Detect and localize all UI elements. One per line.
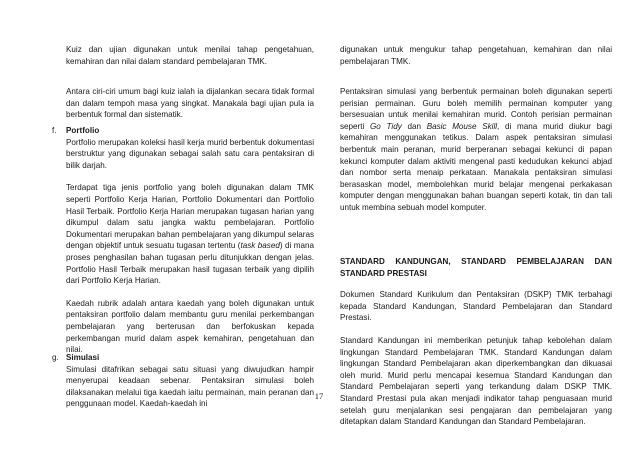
section-heading-standards: STANDARD KANDUNGAN, STANDARD PEMBELAJARAN DAN STANDARD PRESTASI bbox=[340, 257, 612, 278]
right-paragraph-1: digunakan untuk mengukur tahap pengetahuan, kemahiran dan nilai pembelajaran TMK. bbox=[340, 45, 612, 66]
section-f-label: f. bbox=[52, 126, 57, 135]
right-paragraph-standard-kandungan: Standard Kandungan ini memberikan petunjuk tahap kebolehan dalam lingkungan Standard Pembelajaran TMK. Standard Kandungan dalam lingkungan Standard Pembelajaran akan diperkembangkan dan dikuasai oleh murid. Murid perlu mencapai kesemua Standard Kandungan dan Standard Pembelajaran seperti yang terkandung dalam DSKP TMK. Standard Prestasi pula akan menjadi indikator tahap penguasaan murid setelah guru menjalankan sesi pengajaran dan pembelajaran yang ditetapkan dalam Standard Kandungan dan Standard Pembelajaran. bbox=[340, 336, 612, 427]
portfolio-paragraph-1: Portfolio merupakan koleksi hasil kerja murid berbentuk dokumentasi berstruktur yang digunakan sebagai salah satu cara pentaksiran di bilik darjah. bbox=[66, 137, 314, 170]
left-paragraph-quiz: Kuiz dan ujian digunakan untuk menilai tahap pengetahuan, kemahiran dan nilai dalam standard pembelajaran TMK. bbox=[66, 45, 314, 66]
section-simulasi bbox=[52, 352, 314, 410]
simulasi-title: Simulasi bbox=[66, 353, 100, 362]
section-portfolio bbox=[52, 125, 314, 356]
left-paragraph-quiz-characteristics: Antara ciri-ciri umum bagi kuiz ialah ia dijalankan secara tidak formal dan dalam tempoh masa yang singkat. Manakala bagi ujian pula ia berbentuk formal dan sistematik. bbox=[66, 87, 314, 120]
right-paragraph-dskp: Dokumen Standard Kurikulum dan Pentaksiran (DSKP) TMK terbahagi kepada Standard Kandungan, Standard Pembelajaran dan Standard Prestasi. bbox=[340, 290, 612, 323]
simulasi-paragraph-1: Simulasi ditafrikan sebagai satu situasi yang diwujudkan hampir menyerupai keadaan sebenar. Pentaksiran simulasi boleh dilaksanakan melalui tiga kaedah iaitu permainan, main peranan dan penggunaan model. Kaedah-kaedah ini bbox=[66, 364, 314, 409]
section-g-label: g. bbox=[52, 353, 59, 362]
portfolio-title: Portfolio bbox=[66, 126, 100, 135]
portfolio-paragraph-3: Kaedah rubrik adalah antara kaedah yang boleh digunakan untuk pentaksiran portfolio dalam membantu guru menilai perkembangan pembelajaran yang berterusan dan berfokuskan kepada perkembangan murid dalam aspek kemahiran, pengetahuan dan nilai. bbox=[66, 298, 314, 355]
right-paragraph-simulation: Pentaksiran simulasi yang berbentuk permainan boleh digunakan seperti perisian permainan. Guru boleh memilih permainan komputer yang bersesuaian untuk menilai kemahiran murid. Contoh perisian permainan seperti Go Tidy dan Basic Mouse Skill, di mana murid diukur bagi kemahiran menggunakan tetikus. Dalam aspek pentaksiran simulasi berbentuk main peranan, murid berperanan sebagai kekunci di papan kekunci komputer dalam aktiviti mengenal pasti kedudukan kekunci abjad dan nombor serta menaip perkataan. Manakala pentaksiran simulasi berasaskan model, membolehkan murid belajar mengenai perkakasan komputer dengan menggunakan bahan buangan seperti kotak, tin dan tali untuk membina sebuah model komputer. bbox=[340, 87, 612, 212]
portfolio-paragraph-2: Terdapat tiga jenis portfolio yang boleh digunakan dalam TMK seperti Portfolio Kerja Harian, Portfolio Dokumentari dan Portfolio Hasil Terbaik. Portfolio Kerja Harian merupakan tugasan harian yang dikumpul dalam satu jangka waktu pembelajaran. Portfolio Dokumentari merupakan bahan pembelajaran yang dikumpul selaras dengan objektif untuk sesuatu tugasan tertentu (task based) di mana proses penghasilan bahan tugasan perlu ditunjukkan dengan jelas. Portfolio Hasil Terbaik merupakan hasil tugasan terbaik yang dipilih dari Portfolio Kerja Harian. bbox=[66, 183, 314, 286]
page-number: 17 bbox=[314, 391, 324, 401]
